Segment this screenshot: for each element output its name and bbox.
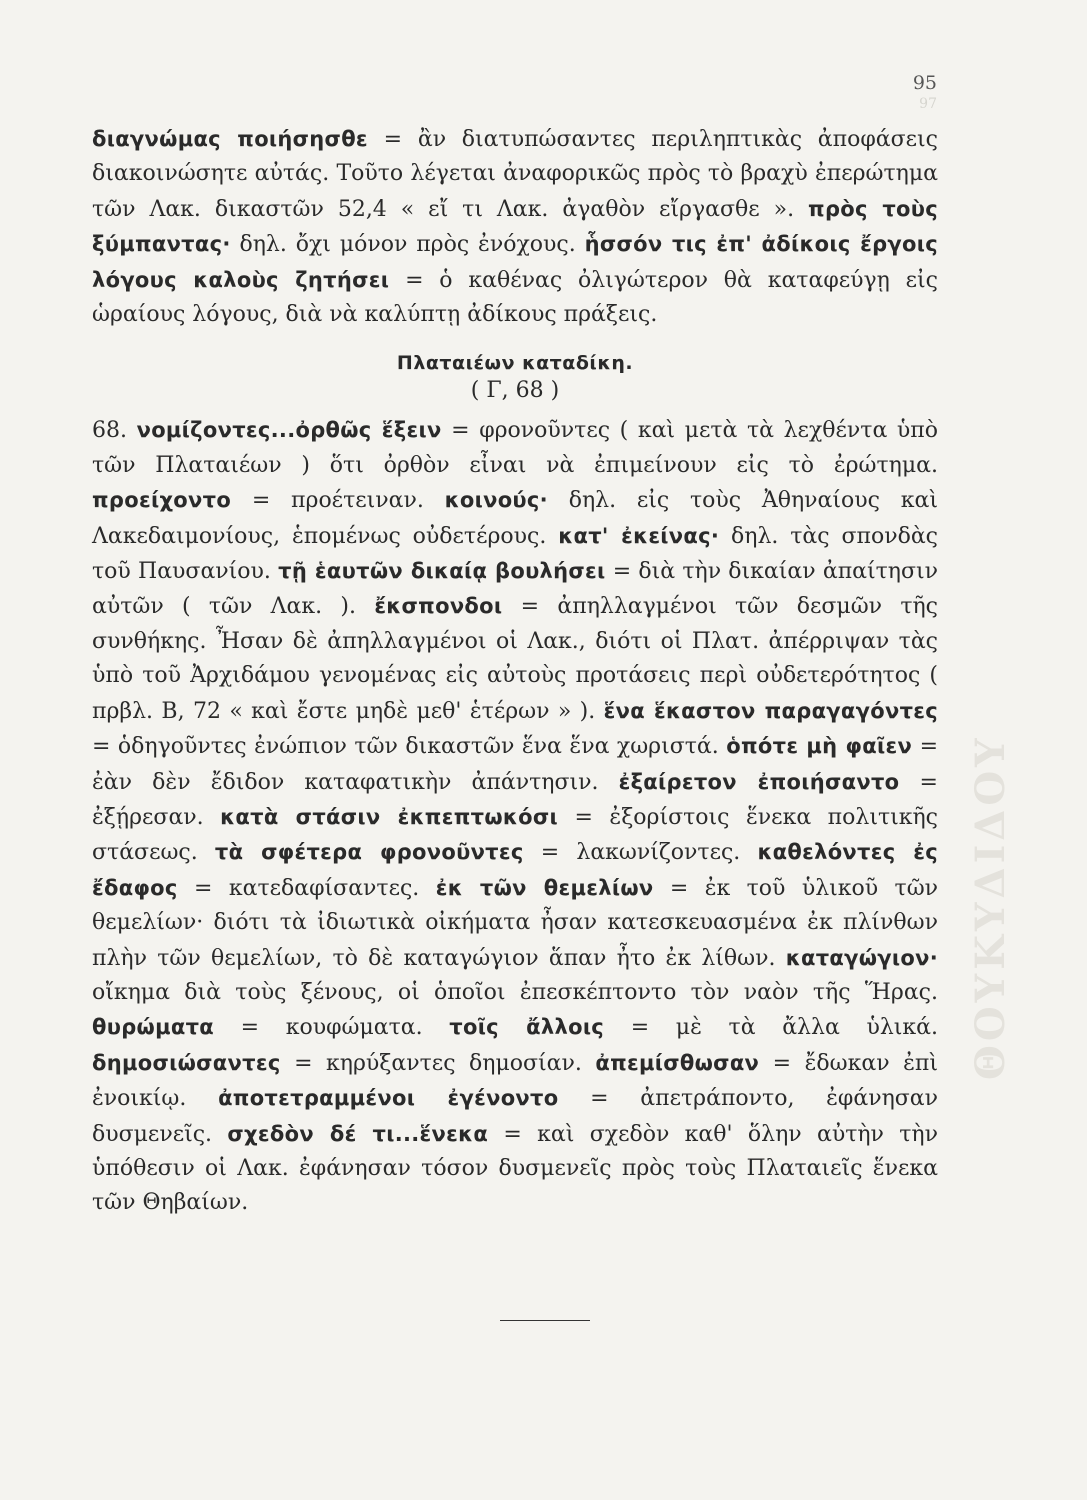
- lemma-term: ὁπότε μὴ φαῖεν: [726, 734, 913, 759]
- gloss-text: δηλ. εἰς τοὺς Ἀθηναίους καὶ Λακεδαιμονίους, ἑπομένως οὐδετέρους.: [92, 488, 938, 549]
- main-text: [92, 122, 938, 1221]
- lemma-term: τὰ σφέτερα φρονοῦντες: [214, 840, 524, 865]
- gloss-text: = ἐξῄρεσαν.: [92, 769, 938, 830]
- gloss-text: 68.: [92, 418, 137, 444]
- lemma-term: νομίζοντες...ὀρθῶς ἕξειν: [136, 418, 442, 443]
- section-reference: ( Γ, 68 ): [470, 378, 560, 404]
- lemma-term: θυρώματα: [92, 1015, 215, 1040]
- gloss-text: = κουφώματα.: [214, 1015, 450, 1041]
- lemma-term: διαγνώμας ποιήσησθε: [92, 127, 368, 151]
- lemma-term: κατ' ἐκείνας·: [558, 523, 720, 548]
- gloss-text: = καὶ σχεδὸν καθ' ὅλην αὐτὴν τὴν ὑπόθεσιν οἱ Λακ. ἐφάνησαν τόσον δυσμενεῖς πρὸς τοὺς Πλαταιεῖς ἕνεκα τῶν Θηβαίων.: [92, 1121, 938, 1216]
- lemma-term: καταγώγιον·: [785, 945, 938, 970]
- end-divider: [500, 1320, 590, 1321]
- lemma-term: πρὸς τοὺς ξύμπαντας·: [92, 196, 938, 257]
- lemma-term: ἧσσόν τις ἐπ' ἀδίκοις ἔργοις λόγους καλοὺς ζητήσει: [92, 232, 938, 292]
- lemma-term: κοινούς·: [444, 488, 548, 513]
- gloss-text: = προέτειναν.: [231, 488, 445, 514]
- gloss-text: δηλ. τὰς σπονδὰς τοῦ Παυσανίου.: [92, 523, 938, 585]
- section-heading: Πλαταιέων καταδίκη.: [396, 352, 634, 375]
- gloss-text: = ἂν διατυπώσαντες περιληπτικὰς ἀποφάσεις διακοινώσητε αὐτάς. Τοῦτο λέγεται ἀναφορικῶς πρὸς τὸ βραχὺ ἐπερώτημα τῶν Λακ. δικαστῶν 52,4 « εἴ τι Λακ. ἀγαθὸν εἴργασθε ».: [92, 127, 938, 222]
- lemma-term: ἀποτετραμμένοι ἐγένοντο: [218, 1086, 559, 1111]
- gloss-text: = ὁδηγοῦντες ἐνώπιον τῶν δικαστῶν ἕνα ἕνα χωριστά.: [92, 734, 727, 760]
- gloss-text: = ἀπετράποντο, ἐφάνησαν δυσμενεῖς.: [92, 1086, 938, 1147]
- gloss-text: = λακωνίζοντες.: [523, 840, 758, 866]
- gloss-text: = ὁ καθένας ὀλιγώτερον θὰ καταφεύγῃ εἰς ὡραίους λόγους, διὰ νὰ καλύπτῃ ἀδίκους πράξεις.: [92, 267, 938, 328]
- bleed-through-page-number: 97: [919, 96, 937, 112]
- commentary-paragraph-1: [92, 122, 938, 332]
- gloss-text: = ἔδωκαν ἐπὶ ἐνοικίῳ.: [92, 1050, 938, 1112]
- lemma-term: ἀπεμίσθωσαν: [595, 1050, 760, 1075]
- gloss-text: = κατεδαφίσαντες.: [177, 875, 436, 901]
- lemma-term: ἐκ τῶν θεμελίων: [435, 875, 654, 900]
- gloss-text: = ἀπηλλαγμένοι τῶν δεσμῶν τῆς συνθήκης. Ἦσαν δὲ ἀπηλλαγμένοι οἱ Λακ., διότι οἱ Πλατ. ἀπέρριψαν τὰς ὑπὸ τοῦ Ἀρχιδάμου γενομένας εἰς αὐτοὺς προτάσεις περὶ οὐδετερότητος ( πρβλ. Β, 72 « καὶ ἔστε μηδὲ μεθ' ἑτέρων » ).: [92, 594, 939, 724]
- lemma-term: δημοσιώσαντες: [92, 1050, 281, 1075]
- gloss-text: = ἐκ τοῦ ὑλικοῦ τῶν θεμελίων· διότι τὰ ἰδιωτικὰ οἰκήματα ἦσαν κατεσκευασμένα ἐκ πλίνθων πλὴν τῶν θεμελίων, τὸ δὲ καταγώγιον ἅπαν ἦτο ἐκ λίθων.: [92, 875, 939, 971]
- page-number: 95: [912, 72, 937, 94]
- lemma-term: σχεδὸν δέ τι...ἕνεκα: [227, 1121, 489, 1146]
- lemma-term: καθελόντες ἐς ἔδαφος: [92, 840, 938, 900]
- lemma-term: ἕνα ἕκαστον παραγαγόντες: [603, 698, 939, 723]
- commentary-paragraph-2: [92, 413, 938, 1220]
- gloss-text: δηλ. ὄχι μόνον πρὸς ἐνόχους.: [230, 232, 585, 258]
- lemma-term: προείχοντο: [92, 488, 232, 513]
- gloss-text: = φρονοῦντες ( καὶ μετὰ τὰ λεχθέντα ὑπὸ τῶν Πλαταιέων ) ὅτι ὀρθὸν εἶναι νὰ ἐπιμείνουν εἰς τὸ ἐρώτημα.: [92, 418, 939, 478]
- gloss-text: = μὲ τὰ ἄλλα ὑλικά.: [604, 1015, 938, 1041]
- gloss-text: = ἐξορίστοις ἕνεκα πολιτικῆς στάσεως.: [92, 804, 938, 866]
- lemma-term: ἐξαίρετον ἐποιήσαντο: [618, 769, 900, 794]
- gloss-text: = διὰ τὴν δικαίαν ἀπαίτησιν αὐτῶν ( τῶν Λακ. ).: [92, 559, 939, 620]
- lemma-term: κατὰ στάσιν ἐκπεπτωκόσι: [220, 804, 558, 829]
- gloss-text: = κηρύξαντες δημοσίαν.: [280, 1050, 596, 1076]
- gloss-text: = ἐὰν δὲν ἔδιδον καταφατικὴν ἀπάντησιν.: [92, 734, 938, 795]
- lemma-term: ἔκσπονδοι: [374, 594, 503, 619]
- lemma-term: τοῖς ἄλλοις: [449, 1015, 605, 1040]
- gloss-text: οἴκημα διὰ τοὺς ξένους, οἱ ὁποῖοι ἐπεσκέπτοντο τὸν ναὸν τῆς Ἥρας.: [92, 979, 938, 1005]
- lemma-term: τῇ ἑαυτῶν δικαίᾳ βουλήσει: [278, 559, 606, 584]
- bleed-through-decoration: ΘΟΥΚΥΔΙΔΟΥ: [967, 734, 1014, 1080]
